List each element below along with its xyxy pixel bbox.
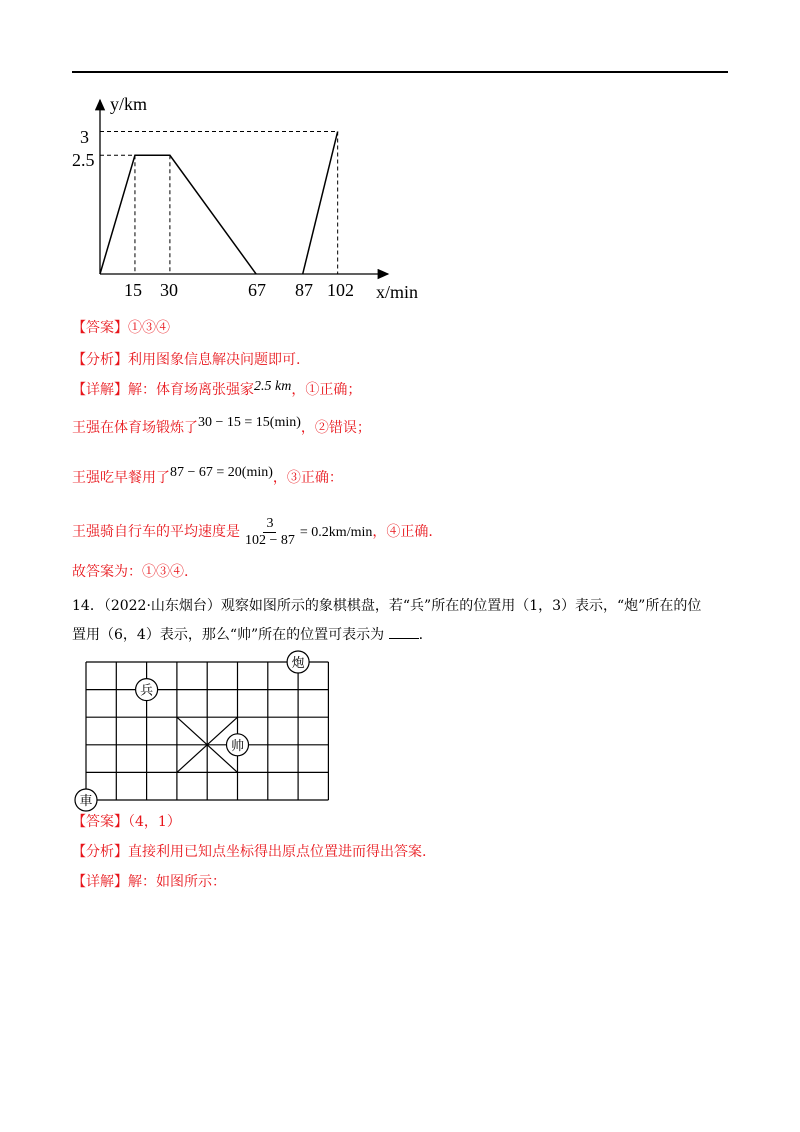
answer-value: （4，1） [128, 814, 181, 830]
series-line-0 [100, 155, 256, 274]
line2-math: 30 − 15 = 15(min) [198, 415, 301, 430]
analysis-tag: 【分析】 [72, 352, 128, 368]
q14-line2 [72, 624, 423, 645]
fraction-numerator: 3 [263, 516, 276, 533]
q13-conclusion: 故答案为：①③④. [72, 564, 189, 580]
piece-pao [287, 651, 309, 673]
analysis-text: 直接利用已知点坐标得出原点位置进而得出答案. [128, 844, 427, 860]
detail-text: 解：如图所示： [128, 874, 226, 890]
svg-text:炮: 炮 [291, 656, 305, 671]
chess-board [70, 648, 350, 809]
chess-board-svg [70, 648, 350, 809]
line4-text: 王强骑自行车的平均速度是 [72, 524, 240, 540]
q13-detail [72, 380, 361, 401]
y-axis-label: y/km [110, 94, 148, 114]
svg-text:車: 車 [79, 794, 93, 809]
line4-result: = 0.2km/min [299, 525, 373, 540]
q14-line1: 14．（2022·山东烟台）观察如图所示的象棋棋盘，若“兵”所在的位置用（1，3）表示，“炮”所在的位 [72, 598, 702, 614]
svg-text:兵: 兵 [140, 683, 154, 699]
detail-end: ，①正确； [291, 382, 362, 398]
detail-tag: 【详解】 [72, 874, 128, 890]
piece-shuai [227, 734, 249, 756]
fraction [242, 516, 298, 549]
line3-math: 87 − 67 = 20(min) [170, 465, 273, 480]
fraction-denominator: 102 − 87 [245, 532, 295, 548]
piece-bing [136, 679, 158, 701]
answer-tag: 【答案】 [72, 814, 128, 830]
q13-line4 [72, 512, 433, 553]
q13-analysis [72, 350, 300, 370]
x-axis-label: x/min [376, 282, 419, 302]
line4-end: ，④正确. [372, 524, 433, 540]
x-tick-30: 30 [160, 280, 178, 300]
y-tick-3: 3 [80, 127, 89, 147]
x-tick-15: 15 [124, 280, 142, 300]
q14-line2-text: 置用（6，4）表示，那么“帅”所在的位置可表示为 [72, 627, 385, 643]
answer-blank [389, 624, 419, 639]
q14-line2-end: . [418, 627, 424, 643]
q13-line2 [72, 415, 371, 439]
line3-text: 王强吃早餐用了 [72, 470, 170, 486]
detail-distance: 2.5 km [254, 379, 292, 394]
line2-text: 王强在体育场锻炼了 [72, 420, 198, 436]
svg-text:帅: 帅 [230, 738, 245, 754]
analysis-tag: 【分析】 [72, 844, 128, 860]
y-tick-2-5: 2.5 [72, 150, 95, 170]
q14-answer [72, 812, 181, 832]
distance-time-graph [60, 88, 440, 307]
piece-ju [75, 789, 97, 811]
data-lines [100, 132, 338, 275]
q14-detail [72, 872, 226, 892]
detail-tag: 【详解】 [72, 382, 128, 398]
answer-value: ①③④ [128, 320, 170, 336]
detail-intro: 解：体育场离张强家 [128, 382, 254, 398]
answer-tag: 【答案】 [72, 320, 128, 336]
x-tick-102: 102 [327, 280, 354, 300]
line3-end: ，③正确： [272, 470, 343, 486]
x-tick-67: 67 [248, 280, 266, 300]
analysis-text: 利用图象信息解决问题即可. [128, 352, 301, 368]
header-rule [72, 71, 728, 73]
x-tick-87: 87 [295, 280, 313, 300]
graph-svg [60, 88, 440, 303]
guide-lines [100, 132, 338, 275]
line2-end: ，②错误； [300, 420, 371, 436]
q13-answer [72, 318, 170, 338]
series-line-1 [303, 132, 338, 275]
q14-analysis [72, 842, 426, 862]
q13-line3 [72, 465, 343, 489]
